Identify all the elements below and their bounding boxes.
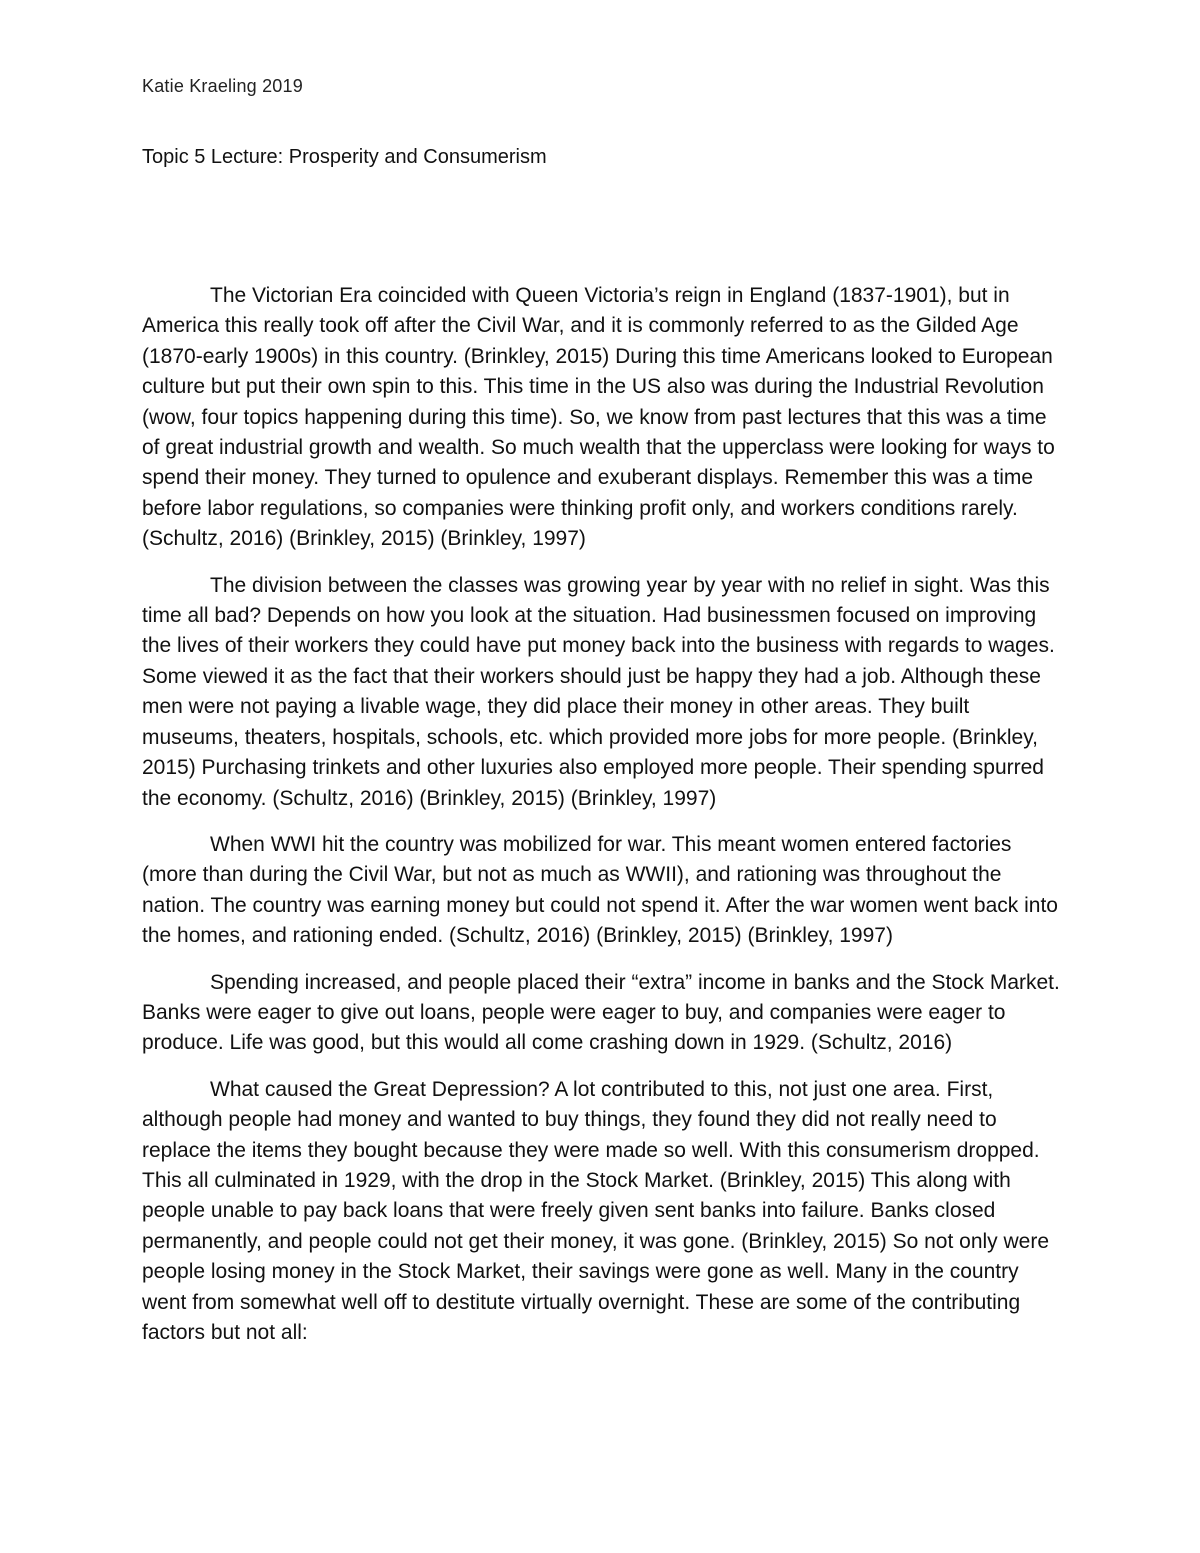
- paragraph: Spending increased, and people placed their “extra” income in banks and the Stock Market. Banks were eager to give out loans, people were eager to buy, and companies were eager to produce. Life was good, but this would all come crashing down in 1929. (Schultz, 2016): [142, 970, 1060, 1055]
- paragraph: When WWI hit the country was mobilized for war. This meant women entered factories (more than during the Civil War, but not as much as WWII), and rationing was throughout the nation. The country was earning money but could not spend it. After the war women went back into the homes, and rationing ended. (Schultz, 2016) (Brinkley, 2015) (Brinkley, 1997): [142, 832, 1058, 948]
- document-body: [142, 281, 1062, 1364]
- page-title: Topic 5 Lecture: Prosperity and Consumerism: [142, 146, 547, 168]
- author-line: Katie Kraeling 2019: [142, 76, 303, 96]
- paragraph: The division between the classes was growing year by year with no relief in sight. Was this time all bad? Depends on how you look at the situation. Had businessmen focused on improving the lives of their workers they could have put money back into the business with regards to wages. Some viewed it as the fact that their workers should just be happy they had a job. Although these men were not paying a livable wage, they did place their money in other areas. They built museums, theaters, hospitals, schools, etc. which provided more jobs for more people. (Brinkley, 2015) Purchasing trinkets and other luxuries also employed more people. Their spending spurred the economy. (Schultz, 2016) (Brinkley, 2015) (Brinkley, 1997): [142, 573, 1055, 810]
- paragraph: The Victorian Era coincided with Queen Victoria’s reign in England (1837-1901), but in America this really took off after the Civil War, and it is commonly referred to as the Gilded Age (1870-early 1900s) in this country. (Brinkley, 2015) During this time Americans looked to European culture but put their own spin to this. This time in the US also was during the Industrial Revolution (wow, four topics happening during this time). So, we know from past lectures that this was a time of great industrial growth and wealth. So much wealth that the upperclass were looking for ways to spend their money. They turned to opulence and exuberant displays. Remember this was a time before labor regulations, so companies were thinking profit only, and workers conditions rarely. (Schultz, 2016) (Brinkley, 2015) (Brinkley, 1997): [142, 284, 1055, 551]
- paragraph: What caused the Great Depression? A lot contributed to this, not just one area. First, although people had money and wanted to buy things, they found they did not really need to replace the items they bought because they were made so well. With this consumerism dropped. This all culminated in 1929, with the drop in the Stock Market. (Brinkley, 2015) This along with people unable to pay back loans that were freely given sent banks into failure. Banks closed permanently, and people could not get their money, it was gone. (Brinkley, 2015) So not only were people losing money in the Stock Market, their savings were gone as well. Many in the country went from somewhat well off to destitute virtually overnight. These are some of the contributing factors but not all:: [142, 1077, 1050, 1344]
